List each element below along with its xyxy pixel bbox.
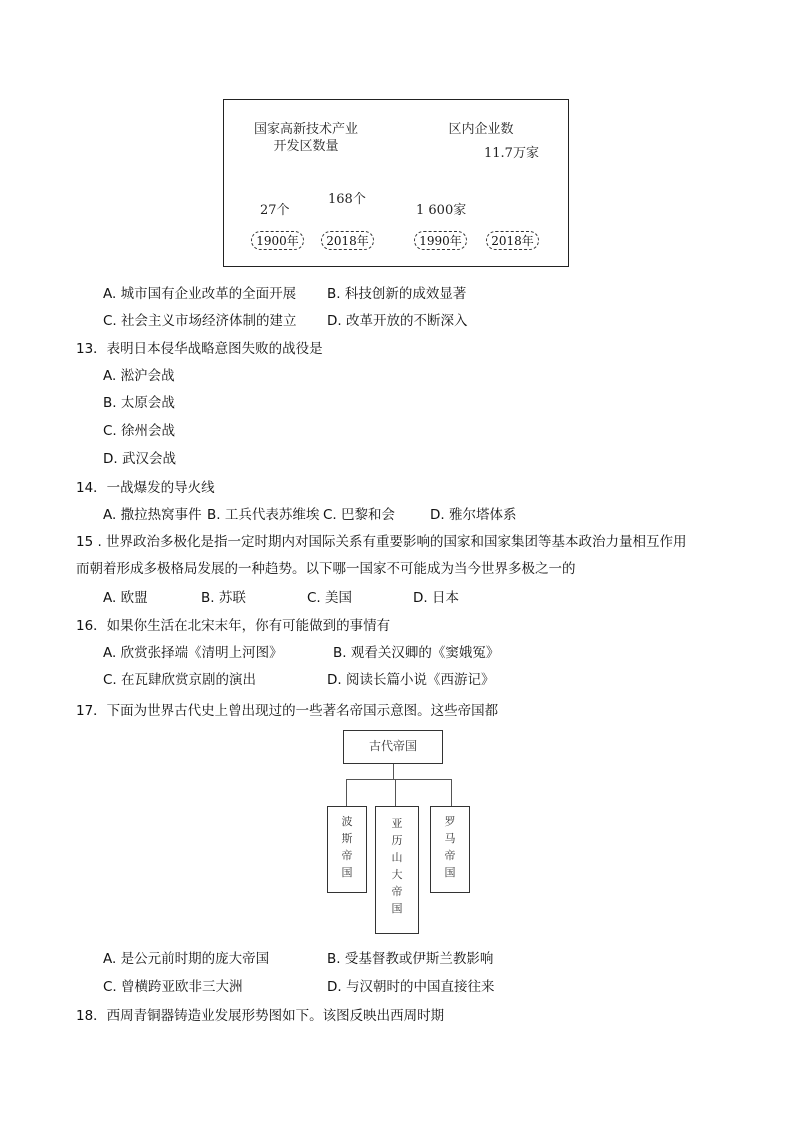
- connector-left: [346, 779, 347, 806]
- q14-option-b: B. 工兵代表苏维埃: [207, 507, 320, 523]
- q14-option-d: D. 雅尔塔体系: [430, 507, 517, 523]
- q14-option-c: C. 巴黎和会: [323, 507, 396, 523]
- ancient-empire-root-box: [343, 730, 443, 764]
- q18-stem: 18．西周青铜器铸造业发展形势图如下。该图反映出西周时期: [76, 1008, 445, 1024]
- q15-option-d: D. 日本: [413, 590, 459, 606]
- roman-empire-char-1: 罗: [444, 815, 456, 828]
- roman-empire-char-3: 帝: [444, 849, 456, 862]
- q17-option-b: B. 受基督教或伊斯兰教影响: [327, 951, 494, 967]
- persian-empire-char-3: 帝: [341, 849, 353, 862]
- roman-empire-char-2: 马: [444, 832, 456, 845]
- ancient-empires-diagram: [320, 726, 480, 938]
- q15-option-b: B. 苏联: [201, 590, 246, 606]
- q12-option-c: C. 社会主义市场经济体制的建立: [103, 313, 297, 329]
- year-label-1900: 1900年: [251, 231, 304, 250]
- value-1600: 1 600家: [416, 203, 467, 218]
- q15-option-a: A. 欧盟: [103, 590, 148, 606]
- q16-option-d: D. 阅读长篇小说《西游记》: [327, 672, 495, 688]
- alexander-empire-char-2: 历: [391, 834, 403, 847]
- q17-option-c: C. 曾横跨亚欧非三大洲: [103, 979, 243, 995]
- connector-middle: [395, 779, 396, 806]
- q14-stem: 14．一战爆发的导火线: [76, 480, 215, 496]
- year-label-2018-b: 2018年: [486, 231, 539, 250]
- year-label-2018-a: 2018年: [321, 231, 374, 250]
- root-box-label: 古代帝国: [368, 739, 417, 753]
- q13-option-c: C. 徐州会战: [103, 423, 176, 439]
- alexander-empire-char-6: 国: [391, 902, 403, 915]
- alexander-empire-char-4: 大: [391, 868, 403, 881]
- persian-empire-char-2: 斯: [341, 832, 353, 845]
- q16-option-a: A. 欣赏张择端《清明上河图》: [103, 645, 283, 661]
- alexander-empire-char-1: 亚: [391, 817, 403, 830]
- q16-option-c: C. 在瓦肆欣赏京剧的演出: [103, 672, 257, 688]
- q15-option-c: C. 美国: [307, 590, 353, 606]
- q13-option-d: D. 武汉会战: [103, 451, 176, 467]
- q15-stem-line1: 15 . 世界政治多极化是指一定时期内对国际关系有重要影响的国家和国家集团等基本政治力量相互作用: [76, 534, 687, 550]
- value-27: 27个: [260, 203, 290, 218]
- q15-stem-line2: 而朝着形成多极格局发展的一种趋势。以下哪一国家不可能成为当今世界多极之一的: [76, 561, 576, 577]
- q17-option-d: D. 与汉朝时的中国直接往来: [327, 979, 495, 995]
- connector-right: [451, 779, 452, 806]
- q13-stem: 13．表明日本侵华战略意图失败的战役是: [76, 341, 323, 357]
- persian-empire-char-1: 波: [341, 815, 353, 828]
- q12-option-d: D. 改革开放的不断深入: [327, 313, 468, 329]
- connector-stem: [393, 764, 394, 779]
- alexander-empire-char-5: 帝: [391, 885, 403, 898]
- year-label-1990: 1990年: [414, 231, 467, 250]
- alexander-empire-box: [375, 806, 419, 934]
- zone-count-title-line2: 开发区数量: [273, 139, 339, 154]
- q14-option-a: A. 撒拉热窝事件: [103, 507, 202, 523]
- value-117-wan: 11.7万家: [484, 146, 539, 161]
- roman-empire-char-4: 国: [444, 866, 456, 879]
- q13-option-b: B. 太原会战: [103, 395, 175, 411]
- alexander-empire-char-3: 山: [391, 851, 403, 864]
- value-168: 168个: [328, 192, 366, 207]
- q12-option-b: B. 科技创新的成效显著: [327, 286, 467, 302]
- enterprise-statistics-figure: [223, 99, 569, 267]
- persian-empire-box: [327, 806, 367, 893]
- q16-option-b: B. 观看关汉卿的《窦娥冤》: [333, 645, 500, 661]
- q13-option-a: A. 淞沪会战: [103, 368, 175, 384]
- q16-stem: 16．如果你生活在北宋末年，你有可能做到的事情有: [76, 618, 391, 634]
- enterprise-count-title: 区内企业数: [448, 122, 514, 137]
- zone-count-title-line1: 国家高新技术产业: [253, 122, 358, 137]
- q17-stem: 17．下面为世界古代史上曾出现过的一些著名帝国示意图。这些帝国都: [76, 703, 499, 719]
- roman-empire-box: [430, 806, 470, 893]
- q12-option-a: A. 城市国有企业改革的全面开展: [103, 286, 297, 302]
- persian-empire-char-4: 国: [341, 866, 353, 879]
- connector-horizontal: [346, 779, 452, 780]
- q17-option-a: A. 是公元前时期的庞大帝国: [103, 951, 270, 967]
